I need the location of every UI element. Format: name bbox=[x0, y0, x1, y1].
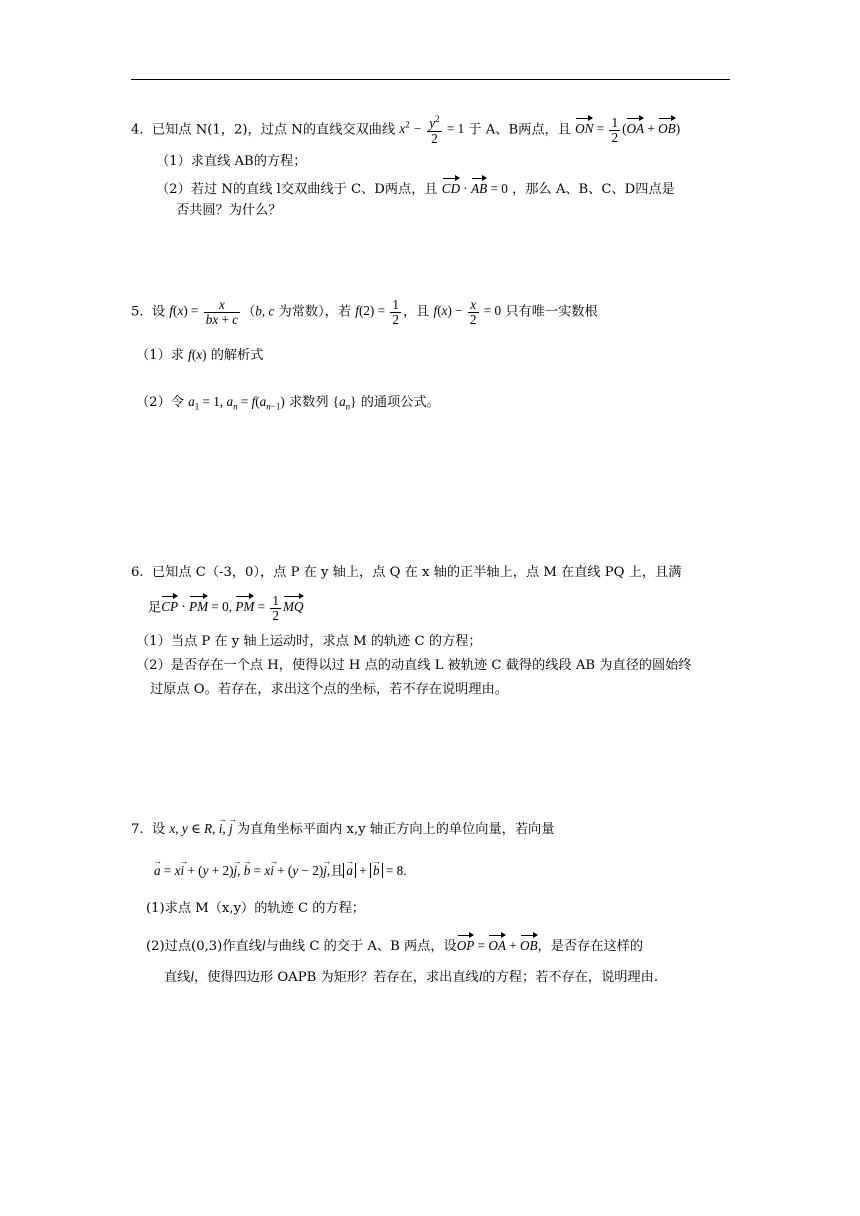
header-rule bbox=[131, 79, 730, 80]
problem-7-question-1: (1)求点 M（x,y）的轨迹 C 的方程； bbox=[146, 901, 365, 916]
problem-7-question-2-cont bbox=[164, 967, 658, 988]
problem-7-line-1 bbox=[131, 819, 554, 840]
vector-cd-ab-equation: CD · AB = 0 bbox=[442, 181, 508, 196]
line-l-symbol-3: l bbox=[478, 969, 483, 984]
problem-5-text-a: 设 bbox=[151, 304, 166, 320]
vector-op-equation: OP = OA + OB bbox=[457, 938, 538, 953]
problem-6-question-1: （1）当点 P 在 y 轴上运动时，求点 M 的轨迹 C 的方程； bbox=[136, 634, 482, 649]
problem-6-text-1: 已知点 C（-3，0），点 P 在 y 轴上，点 Q 在 x 轴的正半轴上，点 M 在直线 PQ 上，且满 bbox=[151, 565, 682, 580]
problem-5-q2-text-a: （2）令 bbox=[136, 395, 184, 410]
sequence-symbol: $\{a_n\}$ bbox=[332, 394, 357, 412]
vector-conditions: CP · PM = 0, PM = $\frac{1}{2}$ MQ bbox=[161, 593, 304, 623]
fx-symbol: f(x) bbox=[188, 347, 207, 362]
problem-4-q2-text-b: ，那么 A、B、C、D四点是 bbox=[512, 182, 675, 197]
sequence-recurrence: $a_1 = 1$, $a_n = f(a_{n-1})$ bbox=[188, 394, 285, 412]
vector-on-equation: ON = $\frac{1}{2}$ (OA + OB) bbox=[575, 115, 681, 145]
norm-sum-equation: → a + → b = 8. bbox=[343, 863, 406, 878]
problem-7-label: 7. bbox=[131, 822, 144, 837]
line-l-symbol: l bbox=[261, 938, 266, 953]
problem-6-question-2-cont: 过原点 O。若存在，求出这个点的坐标，若不存在说明理由。 bbox=[150, 682, 508, 697]
vector-a-b-definition: → a = x→ i + (y + 2)→ j, → b = x→ i + (y − 2)→ j, bbox=[154, 863, 330, 878]
line-l-symbol-2: l bbox=[190, 969, 195, 984]
problem-7-text-b: 为直角坐标平面内 x,y 轴正方向上的单位向量，若向量 bbox=[236, 822, 555, 837]
problem-7-and: 且 bbox=[330, 864, 344, 879]
problem-5-line-1 bbox=[131, 298, 598, 327]
problem-7-line-2 bbox=[154, 861, 407, 882]
problem-5-label: 5. bbox=[131, 304, 144, 320]
problem-5-question-2 bbox=[136, 392, 440, 417]
xy-real-unit-vectors: x, y ∈ R, → i, → j bbox=[169, 821, 232, 836]
problem-5-text-c: 为常数），若 bbox=[278, 304, 352, 320]
problem-4-question-2 bbox=[156, 176, 675, 200]
problem-4-question-2-cont: 否共圆？为什么？ bbox=[176, 203, 282, 218]
function-definition: f(x) = $\frac{x}{bx + c}$ bbox=[169, 297, 239, 327]
problem-6-label: 6. bbox=[131, 565, 144, 580]
problem-7-q3-text-a: 直线 bbox=[164, 970, 191, 985]
problem-7-q2-text-b: 与曲线 C 的交于 A、B 两点，设 bbox=[265, 939, 457, 954]
function-value-condition: f(2) = $\frac{1}{2}$ bbox=[355, 297, 399, 327]
problem-4-question-1: （1）求直线 AB的方程； bbox=[156, 154, 307, 169]
problem-6-line-1 bbox=[131, 563, 681, 583]
problem-4-q2-text-a: （2）若过 N的直线 l交双曲线于 C、D两点，且 bbox=[156, 182, 438, 197]
problem-5-question-1 bbox=[136, 345, 263, 366]
problem-4-line-1 bbox=[131, 115, 680, 145]
problem-5-q1-text-a: （1）求 bbox=[136, 348, 184, 363]
problem-6-text-2: 足 bbox=[148, 600, 162, 616]
hyperbola-equation: $x^2$ − $\frac{y^2}{2}$ = 1 bbox=[399, 114, 465, 146]
problem-7-q2-text-a: (2)过点(0,3)作直线 bbox=[146, 939, 262, 954]
problem-7-q3-text-c: 的方程；若不存在，说明理由. bbox=[482, 970, 659, 985]
problem-4-text-b: 于 A、B两点，且 bbox=[468, 122, 571, 138]
problem-6-line-2 bbox=[148, 594, 304, 623]
problem-7-q3-text-b: ，使得四边形 OAPB 为矩形？若存在，求出直线 bbox=[194, 970, 479, 985]
problem-7-question-2 bbox=[146, 933, 643, 957]
problem-5-text-d: ，且 bbox=[402, 304, 430, 320]
problem-5-q2-text-c: 的通项公式。 bbox=[360, 395, 440, 410]
problem-5-text-e: 只有唯一实数根 bbox=[505, 304, 598, 320]
problem-7-q2-text-c: ，是否存在这样的 bbox=[537, 939, 644, 954]
problem-5-q1-text-b: 的解析式 bbox=[210, 348, 264, 363]
problem-5-q2-text-b: 求数列 bbox=[288, 395, 329, 410]
problem-6-question-2: （2）是否存在一个点 H，使得以过 H 点的动直线 L 被轨迹 C 截得的线段 AB 为直径的圆始终 bbox=[136, 658, 692, 673]
problem-4-label: 4. bbox=[131, 122, 144, 138]
problem-5-text-b: （ bbox=[242, 304, 256, 320]
problem-4-text-a: 已知点 N(1，2)，过点 N的直线交双曲线 bbox=[151, 122, 396, 138]
root-condition: f(x) − $\frac{x}{2}$ = 0 bbox=[433, 297, 502, 327]
problem-7-text-a: 设 bbox=[151, 822, 166, 837]
constants-bc: b, c bbox=[255, 303, 275, 319]
